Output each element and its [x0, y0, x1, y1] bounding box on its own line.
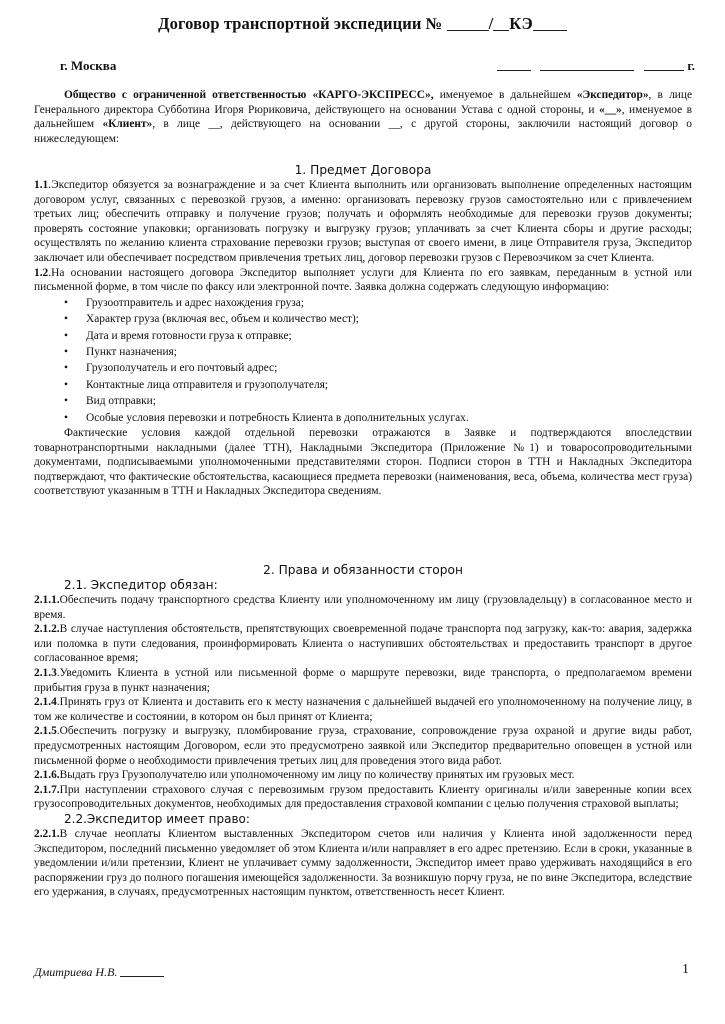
expeditor-term: «Экспедитор»	[576, 89, 649, 101]
title-prefix: Договор транспортной экспедиции №	[158, 14, 447, 33]
clause-text: .Принять груз от Клиента и доставить его к месту назначения с дальнейшей выдачей его уполномоченному на получение лицу, в том же количестве и состоянии, в котором он был принят от Клиента;	[34, 696, 692, 723]
bullet-icon: •	[64, 395, 68, 408]
clause-number: 2.1.6.	[34, 769, 60, 782]
year-blank	[644, 58, 684, 71]
number-blank-2	[493, 16, 509, 31]
clause-number: 1.1	[34, 179, 49, 191]
clause-1-2	[34, 266, 692, 295]
clause-2-1-3	[34, 666, 692, 695]
date-field	[497, 58, 695, 74]
list-item-text: Контактные лица отправителя и грузополучателя;	[86, 378, 329, 391]
list-item-text: Вид отправки;	[86, 395, 156, 408]
section-2	[34, 562, 692, 900]
list-item	[34, 393, 692, 409]
clause-text: .Обеспечить погрузку и выгрузку, пломбирование груза, страхование, сопровождение груза охраной и другие виды работ, предусмотренных настоящим Договором, если это предусмотрено заявкой или Экспедитор предварительно оповещен в устной или письменной форме о необходимости привлечения третьих лиц для проведения этого вида работ.	[34, 725, 692, 767]
clause-2-1-7	[34, 783, 692, 812]
clause-number: 2.1.3	[34, 666, 57, 679]
bullet-icon: •	[64, 313, 68, 326]
clause-text: В случае неоплаты Клиентом выставленных Экспедитором счетов или наличия у Клиента иной задолженности перед Экспедитором, последний письменно уведомляет об этом Клиента и/или направляет в его адрес претензию. Если в сроки, указанные в уведомлении и/или претензии, Клиент не уплачивает сумму задолженности, Экспедитор имеет право удерживать находящийся в его распоряжении груз до полного погашения имеющейся задолженности. За возникшую порчу груза, не по вине Экспедитора, вследствие его удержания, в случаях, предусмотренных настоящим пунктом, ответственность несет Клиент.	[34, 827, 692, 899]
clause-number: 2.1.5	[34, 725, 57, 738]
clause-number: 1.2	[34, 266, 49, 279]
signature-line	[34, 965, 164, 980]
preamble-text: , в лице Генерального директора Субботина Игоря Рюриковича, действующего на основании Устава с одной стороны, и	[34, 89, 692, 116]
clause-number: 2.1.2.	[34, 623, 60, 636]
signature-blank	[120, 965, 164, 977]
clause-1-2-tail: Фактические условия каждой отдельной перевозки отражаются в Заявке и подтверждаются впоследствии товарнотранспортными накладными (далее ТТН), Накладными Экспедитора (Приложение №1) и товаросопроводительными документами, подписываемыми уполномоченными представителями сторон. Подписи сторон в ТТН и Накладных Экспедитора подтверждают, что фактические обстоятельства, касающиеся предмета перевозки (наименования, веса, объема, количества мест груза) соответствуют указанным в ТТН и Накладных Экспедитора сведениям.	[34, 427, 692, 498]
clause-number: 2.1.4	[34, 696, 57, 709]
clause-text: .На основании настоящего договора Экспедитор выполняет услуги для Клиента по его заявкам, переданным в устной или письменной форме, в том числе по факсу или электронной почте. Заявка должна содержать следующую информацию:	[34, 266, 692, 294]
list-item	[34, 311, 692, 327]
clause-1-1	[34, 178, 692, 266]
clause-2-1-2	[34, 622, 692, 666]
bullet-icon: •	[64, 411, 68, 424]
clause-text: В случае наступления обстоятельств, препятствующих своевременной подаче транспорта под загрузку, как-то: авария, задержка или поломка в пути следования, проинформировать Клиента о наступивших обстоятельствах и предоставить транспорт в другое согласованное время;	[34, 623, 692, 665]
list-item	[34, 360, 692, 376]
client-blank: «__»	[598, 103, 622, 116]
signatory-name: Дмитриева Н.В.	[34, 965, 118, 979]
list-item-text: Грузополучатель и его почтовый адрес;	[86, 362, 278, 375]
year-label: г.	[687, 58, 695, 73]
list-item	[34, 377, 692, 393]
list-item-text: Характер груза (включая вес, объем и количество мест);	[86, 313, 359, 326]
clause-number: 2.1.1.	[34, 594, 60, 606]
title-separator: /	[488, 14, 494, 33]
list-item	[34, 328, 692, 344]
clause-2-1-4	[34, 695, 692, 724]
month-blank	[540, 58, 634, 71]
preamble-text: именуемое в дальнейшем	[433, 89, 577, 101]
page-number: 1	[682, 962, 689, 977]
list-item	[34, 410, 692, 426]
clause-text: Обеспечить подачу транспортного средства Клиенту или уполномоченному им лицу (грузовладельцу) в согласованное место и время.	[34, 594, 692, 621]
subsection-2-2-title: 2.2.Экспедитор имеет право:	[64, 811, 250, 826]
number-blank	[447, 16, 489, 31]
bullet-icon: •	[64, 378, 68, 391]
list-item	[34, 344, 692, 360]
list-item-text: Грузоотправитель и адрес нахождения груза;	[86, 296, 305, 309]
company-name: Общество с ограниченной ответственностью «КАРГО-ЭКСПРЕСС»,	[64, 89, 434, 101]
clause-2-1-5	[34, 724, 692, 768]
preamble-text: , именуемое в дальнейшем	[34, 103, 693, 131]
contract-title	[0, 14, 725, 34]
list-item-text: Пункт назначения;	[86, 345, 177, 358]
clause-number: 2.1.7.	[34, 783, 60, 796]
clause-2-2-1	[34, 827, 692, 900]
list-item-text: Особые условия перевозки и потребность Клиента в дополнительных услугах.	[86, 411, 469, 424]
preamble-paragraph	[34, 88, 692, 146]
city: г. Москва	[60, 58, 117, 73]
preamble-text: , в лице __, действующего на основании __, с другой стороны, заключили настоящий договор о нижеследующем:	[34, 118, 692, 145]
clause-text: .Уведомить Клиента в устной или письменной форме о маршруте перевозки, виде транспорта, о предполагаемом времени прибытия груза в пункт назначения;	[34, 666, 692, 694]
clause-number: 2.2.1.	[34, 827, 60, 840]
list-item-text: Дата и время готовности груза к отправке;	[86, 329, 292, 342]
city-date-line	[60, 58, 695, 76]
clause-text: .Экспедитор обязуется за вознаграждение и за счет Клиента выполнить или организовать выполнение определенных настоящим договором услуг, связанных с перевозкой грузов, а именно: организовать перевозку грузов самостоятельно или с привлечением третьих лиц; обеспечить отправку и получение грузов; получать и оформлять необходимые для перевозки грузов документы; проверять состояние упаковки; организовать погрузку и выгрузку грузов; уплачивать за счет Клиента сборы и другие расходы; осуществлять по желанию клиента страхование перевозки грузов; выступая от своего имени, в лице Отправителя груза, Экспедитор заключает или обеспечивает посредством привлечения третьих лиц, договор перевозки грузов с Перевозчиком за счет Клиента.	[34, 179, 692, 264]
request-info-list	[34, 295, 692, 426]
bullet-icon: •	[64, 329, 68, 342]
section-1	[34, 162, 692, 499]
number-blank-3	[533, 16, 567, 31]
subsection-2-1-title: 2.1. Экспедитор обязан:	[64, 578, 218, 592]
bullet-icon: •	[64, 362, 68, 375]
clause-2-1-6	[34, 768, 692, 783]
clause-text: Выдать груз Грузополучателю или уполномоченному им лицу по количеству принятых им грузовых мест.	[59, 769, 575, 782]
clause-text: При наступлении страхового случая с перевозимым грузом предоставить Клиенту оригиналы и/или заверенные копии всех грузосопроводительных документов, необходимых для предоставления страховой компании с целью получения страховой выплаты;	[34, 783, 692, 811]
bullet-icon: •	[64, 296, 68, 309]
clause-2-1-1	[34, 593, 692, 622]
client-term: «Клиент»	[102, 118, 153, 131]
section-1-title: 1. Предмет Договора	[294, 163, 432, 177]
day-blank	[497, 58, 531, 71]
bullet-icon: •	[64, 345, 68, 358]
title-suffix: КЭ	[509, 14, 533, 33]
preamble	[34, 88, 692, 146]
list-item	[34, 295, 692, 311]
section-2-title: 2. Права и обязанности сторон	[263, 563, 463, 577]
